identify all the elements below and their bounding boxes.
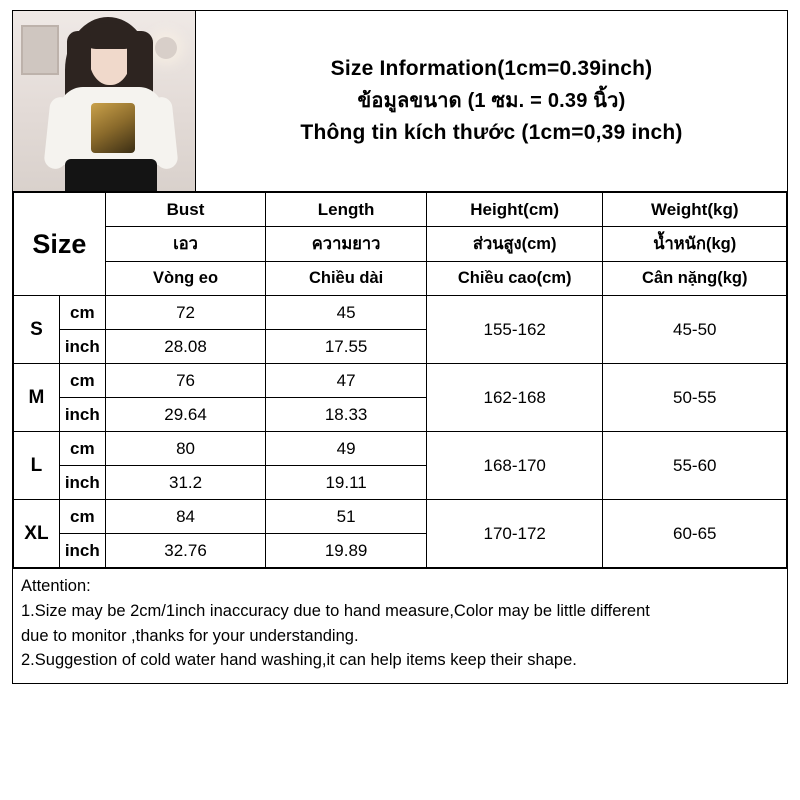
attention-heading: Attention: — [21, 577, 91, 595]
header-length-en: Length — [266, 193, 427, 227]
cell-length-inch-s: 17.55 — [266, 330, 427, 364]
header-weight-th: น้ำหนัก(kg) — [603, 227, 787, 262]
garment-graphic-print — [91, 103, 135, 153]
row-size-m: M — [14, 364, 60, 432]
cell-length-inch-m: 18.33 — [266, 398, 427, 432]
row-unit-inch-m: inch — [59, 398, 105, 432]
attention-block — [12, 569, 788, 684]
table-row — [14, 296, 787, 330]
title-vi: Thông tin kích thước (1cm=0,39 inch) — [300, 121, 683, 145]
header-height-vi: Chiều cao(cm) — [426, 262, 603, 296]
cell-length-cm-s: 45 — [266, 296, 427, 330]
row-unit-inch-xl: inch — [59, 534, 105, 568]
lamp-icon — [155, 37, 177, 59]
cell-length-cm-m: 47 — [266, 364, 427, 398]
title-th: ข้อมูลขนาด (1 ซม. = 0.39 นิ้ว) — [357, 89, 626, 112]
table-row — [14, 432, 787, 466]
row-unit-cm-l: cm — [59, 432, 105, 466]
product-photo — [13, 11, 196, 191]
cell-weight-m: 50-55 — [603, 364, 787, 432]
row-unit-inch-l: inch — [59, 466, 105, 500]
cell-bust-cm-xl: 84 — [105, 500, 266, 534]
cell-height-l: 168-170 — [426, 432, 603, 500]
cell-weight-xl: 60-65 — [603, 500, 787, 568]
header-height-th: ส่วนสูง(cm) — [426, 227, 603, 262]
title-en: Size Information(1cm=0.39inch) — [330, 57, 653, 81]
model-skirt — [65, 159, 157, 191]
cell-height-s: 155-162 — [426, 296, 603, 364]
table-row — [14, 500, 787, 534]
size-table — [13, 192, 787, 568]
row-unit-cm-s: cm — [59, 296, 105, 330]
cell-length-cm-l: 49 — [266, 432, 427, 466]
header-bust-th: เอว — [105, 227, 266, 262]
cell-bust-cm-s: 72 — [105, 296, 266, 330]
table-header-row-vi — [14, 262, 787, 296]
wall-art-decor — [21, 25, 59, 75]
cell-weight-l: 55-60 — [603, 432, 787, 500]
cell-length-cm-xl: 51 — [266, 500, 427, 534]
header-row — [13, 11, 787, 192]
table-header-row-en — [14, 193, 787, 227]
cell-bust-cm-l: 80 — [105, 432, 266, 466]
header-bust-en: Bust — [105, 193, 266, 227]
cell-bust-inch-l: 31.2 — [105, 466, 266, 500]
cell-height-m: 162-168 — [426, 364, 603, 432]
size-chart-container — [12, 10, 788, 569]
cell-bust-inch-xl: 32.76 — [105, 534, 266, 568]
row-unit-inch-s: inch — [59, 330, 105, 364]
row-size-s: S — [14, 296, 60, 364]
table-row — [14, 364, 787, 398]
attention-line-3: 2.Suggestion of cold water hand washing,it can help items keep their shape. — [21, 650, 577, 669]
cell-bust-inch-m: 29.64 — [105, 398, 266, 432]
row-size-l: L — [14, 432, 60, 500]
row-unit-cm-m: cm — [59, 364, 105, 398]
cell-bust-inch-s: 28.08 — [105, 330, 266, 364]
cell-height-xl: 170-172 — [426, 500, 603, 568]
table-header-row-th — [14, 227, 787, 262]
header-weight-en: Weight(kg) — [603, 193, 787, 227]
header-height-en: Height(cm) — [426, 193, 603, 227]
row-size-xl: XL — [14, 500, 60, 568]
attention-line-2: due to monitor ,thanks for your understanding. — [21, 626, 359, 645]
attention-line-1: 1.Size may be 2cm/1inch inaccuracy due to hand measure,Color may be little different — [21, 602, 650, 621]
header-length-th: ความยาว — [266, 227, 427, 262]
cell-length-inch-l: 19.11 — [266, 466, 427, 500]
row-unit-cm-xl: cm — [59, 500, 105, 534]
cell-bust-cm-m: 76 — [105, 364, 266, 398]
size-header-cell: Size — [14, 193, 106, 296]
cell-length-inch-xl: 19.89 — [266, 534, 427, 568]
header-bust-vi: Vòng eo — [105, 262, 266, 296]
cell-weight-s: 45-50 — [603, 296, 787, 364]
header-weight-vi: Cân nặng(kg) — [603, 262, 787, 296]
title-block — [196, 11, 787, 191]
header-length-vi: Chiều dài — [266, 262, 427, 296]
